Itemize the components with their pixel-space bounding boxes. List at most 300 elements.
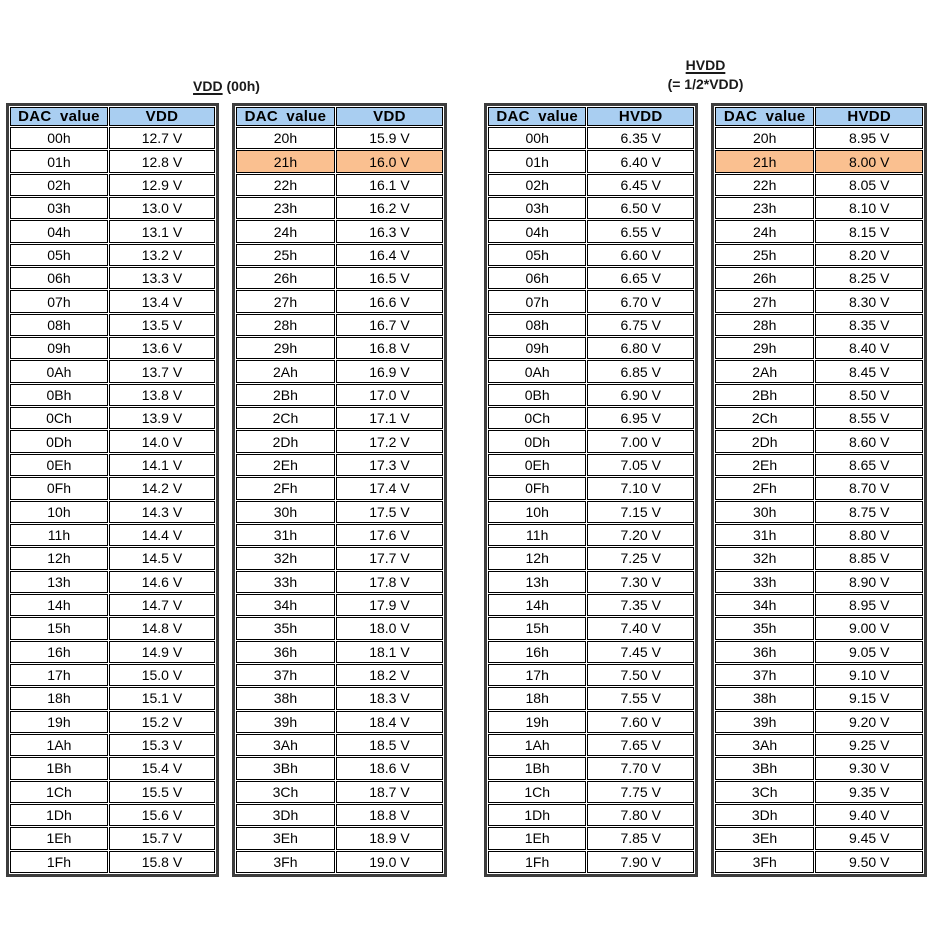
table-row [10,501,215,523]
dac-value-cell: 08h [10,314,108,336]
table-row [715,454,923,476]
table-row [715,477,923,499]
voltage-cell: 14.8 V [109,617,215,639]
dac-value-cell: 0Eh [10,454,108,476]
dac-value-cell: 1Dh [10,804,108,826]
voltage-cell: 17.4 V [336,477,443,499]
voltage-cell: 18.9 V [336,827,443,849]
table-row [10,757,215,779]
table-row [236,477,443,499]
voltage-cell: 7.85 V [587,827,694,849]
dac-value-cell: 35h [715,617,814,639]
dac-value-cell: 18h [488,687,586,709]
voltage-cell: 6.85 V [587,360,694,382]
table-row [10,711,215,733]
hvdd-section-title [484,56,927,94]
table-row [715,827,923,849]
dac-value-cell: 3Bh [236,757,335,779]
dac-value-cell: 27h [715,290,814,312]
dac-value-cell: 27h [236,290,335,312]
voltage-cell: 8.70 V [815,477,923,499]
vdd-section-title [6,77,447,96]
voltage-cell: 12.9 V [109,174,215,196]
voltage-cell: 8.80 V [815,524,923,546]
dac-value-cell: 03h [10,197,108,219]
voltage-cell: 18.4 V [336,711,443,733]
table-row [10,220,215,242]
voltage-cell: 7.65 V [587,734,694,756]
voltage-cell: 15.4 V [109,757,215,779]
voltage-cell: 15.5 V [109,781,215,803]
voltage-cell: 8.35 V [815,314,923,336]
dac-value-cell: 05h [488,244,586,266]
dac-value-cell: 1Fh [488,851,586,873]
table-row [10,314,215,336]
dac-value-cell: 10h [10,501,108,523]
table-row [488,174,694,196]
voltage-cell: 9.10 V [815,664,923,686]
table-row [10,477,215,499]
table-row [236,641,443,663]
col-header-vdd: VDD [109,107,215,126]
voltage-cell: 17.7 V [336,547,443,569]
dac-value-cell: 17h [10,664,108,686]
dac-value-cell: 3Ch [236,781,335,803]
dac-value-cell: 2Fh [236,477,335,499]
table-row [488,501,694,523]
voltage-cell: 13.4 V [109,290,215,312]
header-row [715,107,923,126]
voltage-cell: 9.25 V [815,734,923,756]
table-row [488,220,694,242]
table-row [715,220,923,242]
dac-value-cell: 16h [10,641,108,663]
voltage-cell: 16.2 V [336,197,443,219]
table-row [715,430,923,452]
dac-value-cell: 30h [236,501,335,523]
dac-value-cell: 33h [236,571,335,593]
voltage-cell: 12.8 V [109,150,215,172]
table-row [236,547,443,569]
vdd-title-suffix: (00h) [222,78,260,94]
dac-value-cell: 31h [715,524,814,546]
voltage-cell: 8.65 V [815,454,923,476]
table-row [10,641,215,663]
dac-value-cell: 3Eh [715,827,814,849]
table-row [488,827,694,849]
table-row [715,617,923,639]
table-row [488,524,694,546]
table-row [488,150,694,172]
vdd-table-00h-1fh [6,103,219,877]
voltage-cell: 15.8 V [109,851,215,873]
voltage-cell: 8.60 V [815,430,923,452]
table-row [236,290,443,312]
voltage-cell: 17.9 V [336,594,443,616]
voltage-cell: 17.8 V [336,571,443,593]
dac-value-cell: 23h [236,197,335,219]
voltage-cell: 16.4 V [336,244,443,266]
voltage-cell: 13.9 V [109,407,215,429]
table-row [488,664,694,686]
table-row [236,851,443,873]
dac-value-cell: 0Dh [488,430,586,452]
vdd-table-20h-3fh [232,103,447,877]
voltage-cell: 14.0 V [109,430,215,452]
table-row [236,384,443,406]
table-row [10,290,215,312]
table-row [488,477,694,499]
dac-value-cell: 0Ch [10,407,108,429]
table-row [715,594,923,616]
voltage-cell: 16.1 V [336,174,443,196]
table-row [10,547,215,569]
table-row [10,524,215,546]
dac-value-cell: 00h [10,127,108,149]
table-row [488,711,694,733]
voltage-cell: 6.50 V [587,197,694,219]
table-row [488,687,694,709]
table-row [715,407,923,429]
dac-value-cell: 06h [488,267,586,289]
voltage-cell: 16.7 V [336,314,443,336]
voltage-cell: 6.90 V [587,384,694,406]
table-row [715,244,923,266]
table-row [236,314,443,336]
table-row [488,197,694,219]
table-row [236,407,443,429]
table-row [715,687,923,709]
table-row [236,781,443,803]
dac-value-cell: 0Ah [488,360,586,382]
table-row [10,197,215,219]
dac-value-cell: 39h [236,711,335,733]
table-row [10,571,215,593]
voltage-cell: 7.10 V [587,477,694,499]
dac-value-cell: 2Bh [715,384,814,406]
table-row [10,174,215,196]
dac-value-cell: 33h [715,571,814,593]
voltage-cell: 7.00 V [587,430,694,452]
dac-value-cell: 2Dh [236,430,335,452]
voltage-cell: 16.6 V [336,290,443,312]
table-row [715,524,923,546]
table-row [10,594,215,616]
dac-value-cell: 21h [236,150,335,172]
dac-value-cell: 20h [236,127,335,149]
voltage-cell: 7.15 V [587,501,694,523]
voltage-cell: 13.8 V [109,384,215,406]
dac-value-cell: 09h [10,337,108,359]
voltage-cell: 9.35 V [815,781,923,803]
voltage-cell: 6.35 V [587,127,694,149]
dac-value-cell: 17h [488,664,586,686]
col-header-dac-value: DAC value [236,107,335,126]
dac-value-cell: 0Eh [488,454,586,476]
voltage-cell: 7.40 V [587,617,694,639]
dac-value-cell: 2Eh [715,454,814,476]
dac-value-cell: 2Ch [715,407,814,429]
voltage-cell: 8.40 V [815,337,923,359]
table-row [715,501,923,523]
table-row [10,150,215,172]
voltage-cell: 16.8 V [336,337,443,359]
table-row [236,197,443,219]
dac-value-cell: 12h [10,547,108,569]
dac-value-cell: 38h [715,687,814,709]
dac-value-cell: 34h [236,594,335,616]
voltage-cell: 8.00 V [815,150,923,172]
voltage-cell: 8.10 V [815,197,923,219]
table-row [10,827,215,849]
voltage-cell: 7.35 V [587,594,694,616]
dac-value-cell: 3Dh [715,804,814,826]
voltage-cell: 15.9 V [336,127,443,149]
dac-value-cell: 03h [488,197,586,219]
dac-value-cell: 1Bh [10,757,108,779]
voltage-cell: 6.80 V [587,337,694,359]
col-header-dac-value: DAC value [488,107,586,126]
dac-value-cell: 13h [10,571,108,593]
table-row [236,734,443,756]
voltage-cell: 6.40 V [587,150,694,172]
table-row [10,664,215,686]
dac-value-cell: 2Ch [236,407,335,429]
voltage-cell: 16.0 V [336,150,443,172]
col-header-hvdd: HVDD [587,107,694,126]
table-row [715,711,923,733]
table-row [488,384,694,406]
voltage-cell: 13.1 V [109,220,215,242]
voltage-cell: 14.9 V [109,641,215,663]
voltage-cell: 13.5 V [109,314,215,336]
table-row [236,267,443,289]
table-row [236,594,443,616]
dac-value-cell: 19h [10,711,108,733]
table-row [715,174,923,196]
dac-value-cell: 25h [236,244,335,266]
table-row [236,360,443,382]
voltage-cell: 6.95 V [587,407,694,429]
dac-value-cell: 32h [236,547,335,569]
voltage-cell: 8.95 V [815,127,923,149]
col-header-dac-value: DAC value [715,107,814,126]
voltage-cell: 7.20 V [587,524,694,546]
dac-value-cell: 14h [10,594,108,616]
voltage-cell: 18.2 V [336,664,443,686]
dac-value-cell: 21h [715,150,814,172]
voltage-cell: 13.7 V [109,360,215,382]
table-row [488,757,694,779]
dac-value-cell: 36h [236,641,335,663]
table-row [236,501,443,523]
table-row [236,617,443,639]
voltage-cell: 8.50 V [815,384,923,406]
dac-value-cell: 18h [10,687,108,709]
voltage-cell: 14.1 V [109,454,215,476]
table-row [10,267,215,289]
table-row [488,594,694,616]
dac-value-cell: 20h [715,127,814,149]
table-row [488,267,694,289]
table-row [236,244,443,266]
voltage-cell: 7.05 V [587,454,694,476]
dac-value-cell: 22h [715,174,814,196]
dac-value-cell: 1Fh [10,851,108,873]
voltage-cell: 8.20 V [815,244,923,266]
voltage-cell: 14.4 V [109,524,215,546]
table-row [10,430,215,452]
dac-value-cell: 3Dh [236,804,335,826]
table-row [488,127,694,149]
dac-value-cell: 0Bh [488,384,586,406]
dac-value-cell: 05h [10,244,108,266]
table-row [236,524,443,546]
voltage-cell: 6.60 V [587,244,694,266]
dac-value-cell: 02h [488,174,586,196]
dac-value-cell: 13h [488,571,586,593]
dac-value-cell: 26h [715,267,814,289]
voltage-cell: 6.55 V [587,220,694,242]
dac-value-cell: 37h [715,664,814,686]
voltage-cell: 13.6 V [109,337,215,359]
voltage-cell: 19.0 V [336,851,443,873]
voltage-cell: 14.5 V [109,547,215,569]
dac-value-cell: 3Bh [715,757,814,779]
table-row [236,571,443,593]
voltage-cell: 18.0 V [336,617,443,639]
dac-value-cell: 02h [10,174,108,196]
table-row [488,851,694,873]
voltage-cell: 7.90 V [587,851,694,873]
header-row [10,107,215,126]
voltage-cell: 16.5 V [336,267,443,289]
voltage-cell: 6.70 V [587,290,694,312]
voltage-cell: 15.1 V [109,687,215,709]
dac-value-cell: 0Dh [10,430,108,452]
voltage-cell: 14.2 V [109,477,215,499]
dac-value-cell: 3Ah [236,734,335,756]
voltage-cell: 13.2 V [109,244,215,266]
voltage-cell: 18.8 V [336,804,443,826]
dac-value-cell: 34h [715,594,814,616]
table-row [715,781,923,803]
voltage-cell: 7.50 V [587,664,694,686]
voltage-cell: 9.50 V [815,851,923,873]
dac-value-cell: 10h [488,501,586,523]
table-row [236,150,443,172]
table-row [236,337,443,359]
voltage-cell: 7.60 V [587,711,694,733]
voltage-cell: 8.85 V [815,547,923,569]
dac-value-cell: 2Ah [236,360,335,382]
dac-value-cell: 0Ah [10,360,108,382]
table-row [10,384,215,406]
voltage-cell: 9.40 V [815,804,923,826]
table-row [715,641,923,663]
voltage-cell: 9.20 V [815,711,923,733]
table-row [488,407,694,429]
dac-value-cell: 07h [10,290,108,312]
voltage-cell: 17.0 V [336,384,443,406]
dac-value-cell: 26h [236,267,335,289]
dac-value-cell: 25h [715,244,814,266]
table-row [715,360,923,382]
voltage-cell: 18.5 V [336,734,443,756]
col-header-vdd: VDD [336,107,443,126]
table-row [715,314,923,336]
table-row [715,267,923,289]
dac-value-cell: 39h [715,711,814,733]
table-row [10,851,215,873]
voltage-cell: 8.90 V [815,571,923,593]
table-row [10,360,215,382]
dac-value-cell: 2Ah [715,360,814,382]
dac-value-cell: 3Ah [715,734,814,756]
table-row [236,127,443,149]
table-row [715,337,923,359]
table-row [715,851,923,873]
table-row [236,664,443,686]
dac-value-cell: 3Ch [715,781,814,803]
table-row [10,454,215,476]
voltage-cell: 17.5 V [336,501,443,523]
voltage-cell: 14.3 V [109,501,215,523]
table-row [715,664,923,686]
dac-value-cell: 0Ch [488,407,586,429]
voltage-cell: 7.70 V [587,757,694,779]
dac-value-cell: 35h [236,617,335,639]
table-row [488,804,694,826]
dac-value-cell: 3Eh [236,827,335,849]
dac-value-cell: 1Bh [488,757,586,779]
voltage-cell: 7.45 V [587,641,694,663]
dac-value-cell: 3Fh [715,851,814,873]
table-row [488,547,694,569]
dac-value-cell: 0Fh [488,477,586,499]
table-row [10,244,215,266]
dac-value-cell: 24h [715,220,814,242]
voltage-cell: 8.15 V [815,220,923,242]
dac-value-cell: 14h [488,594,586,616]
dac-value-cell: 2Fh [715,477,814,499]
hvdd-title-main: HVDD [685,57,726,73]
dac-value-cell: 22h [236,174,335,196]
table-row [10,407,215,429]
dac-value-cell: 00h [488,127,586,149]
dac-value-cell: 38h [236,687,335,709]
header-row [236,107,443,126]
dac-value-cell: 2Eh [236,454,335,476]
table-row [715,127,923,149]
dac-value-cell: 0Bh [10,384,108,406]
voltage-cell: 8.45 V [815,360,923,382]
voltage-cell: 18.6 V [336,757,443,779]
voltage-cell: 6.75 V [587,314,694,336]
voltage-cell: 16.3 V [336,220,443,242]
dac-value-cell: 19h [488,711,586,733]
table-row [10,337,215,359]
voltage-cell: 8.25 V [815,267,923,289]
table-row [488,337,694,359]
voltage-cell: 6.65 V [587,267,694,289]
table-row [10,617,215,639]
dac-value-cell: 1Dh [488,804,586,826]
table-row [488,430,694,452]
table-row [715,734,923,756]
dac-value-cell: 31h [236,524,335,546]
dac-value-cell: 06h [10,267,108,289]
